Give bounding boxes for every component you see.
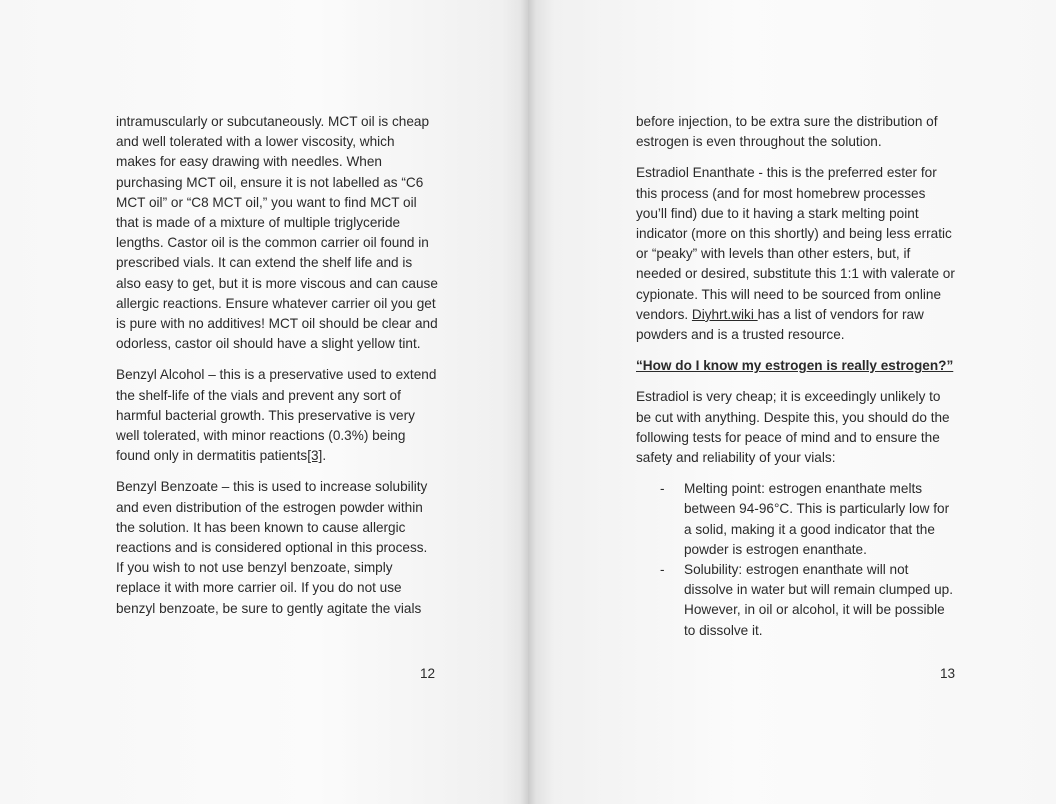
right-page (528, 0, 1056, 804)
bullet-dash: - (660, 562, 665, 578)
carrier-oil-paragraph: intramuscularly or subcutaneously. MCT oil is cheap and well tolerated with a lower viscosity, which makes for easy drawing with needles. When purchasing MCT oil, ensure it is not labelled as “C6 MCT oil” or “C8 MCT oil,” you want to find MCT oil that is made of a mixture of multiple triglyceride lengths. Castor oil is the common carrier oil found in prescribed vials. It can extend the shelf life and is also easy to get, but it is more viscous and can cause allergic reactions. Ensure whatever carrier oil you get is pure with no additives! MCT oil should be clear and odorless, castor oil should have a slight yellow tint. (116, 114, 438, 352)
benzyl-benzoate-paragraph: Benzyl Benzoate – this is used to increase solubility and even distribution of the estrogen powder within the solution. It has been known to cause allergic reactions and is considered optional in this process. If you wish to not use benzyl benzoate, simply replace it with more carrier oil. If you do not use benzyl benzoate, be sure to gently agitate the vials (116, 479, 428, 616)
list-item: - Solubility: estrogen enanthate will not dissolve in water but will remain clumped up. However, in oil or alcohol, it will be possible to dissolve it. (660, 562, 953, 638)
benzyl-alcohol-paragraph: Benzyl Alcohol – this is a preservative used to extend the shelf-life of the vials and prevent any sort of harmful bacterial growth. This preservative is very well tolerated, with minor reactions (0.3%) being found only in dermatitis patients[3]. (116, 367, 437, 464)
tests-list (636, 479, 958, 641)
left-page-text (116, 112, 438, 624)
section-heading: “How do I know my estrogen is really estrogen?” (636, 358, 954, 374)
right-page-text (636, 112, 958, 641)
page-number-left: 12 (420, 666, 436, 681)
page-number-right: 13 (940, 666, 956, 681)
book-gutter (520, 0, 536, 804)
continuation-paragraph: before injection, to be extra sure the distribution of estrogen is even throughout the solution. (636, 114, 938, 150)
tests-intro-paragraph: Estradiol is very cheap; it is exceedingly unlikely to be cut with anything. Despite this, you should do the following tests for peace of mind and to ensure the safety and reliability of your vials: (636, 389, 950, 466)
estradiol-enanthate-paragraph: Estradiol Enanthate - this is the preferred ester for this process (and for most homebrew processes you’ll find) due to it having a stark melting point indicator (more on this shortly) and being less erratic or “peaky” with levels than other esters, but, if needed or desired, substitute this 1:1 with valerate or cypionate. This will need to be sourced from online vendors. Diyhrt.wiki has a list of vendors for raw powders and is a trusted resource. (636, 165, 955, 343)
list-item: - Melting point: estrogen enanthate melts between 94-96°C. This is particularly low for a solid, making it a good indicator that the powder is estrogen enanthate. (660, 481, 950, 557)
citation-link[interactable]: [3] (307, 448, 323, 464)
diyhrt-link[interactable]: Diyhrt.wiki (691, 306, 758, 322)
bullet-dash: - (660, 481, 665, 497)
